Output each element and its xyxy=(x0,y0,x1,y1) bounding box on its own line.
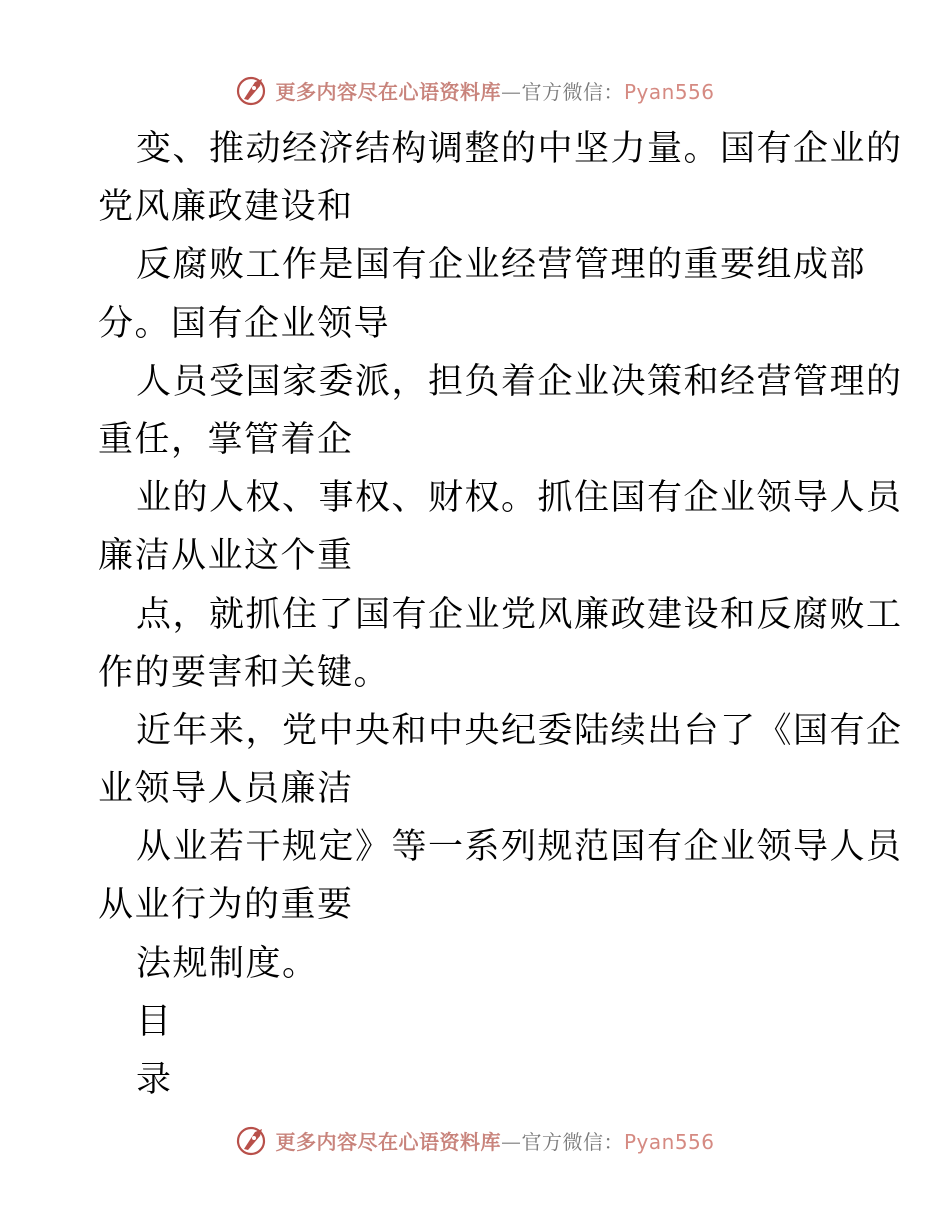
banner-wechat-label: 官方微信： xyxy=(521,1129,624,1154)
text-line: 重任，掌管着企 xyxy=(98,419,354,460)
banner-wechat-id: Pyan556 xyxy=(623,1129,715,1154)
footer-banner-text xyxy=(275,1126,714,1155)
text-line: 业领导人员廉洁 xyxy=(98,769,354,810)
banner-separator: — xyxy=(500,1129,522,1154)
page-footer xyxy=(0,1120,950,1160)
header-banner-text xyxy=(275,76,714,105)
text-line: 业的人权、事权、财权。抓住国有企业领导人员 xyxy=(136,478,903,519)
document-body xyxy=(98,120,903,1109)
footer-banner xyxy=(235,1123,714,1157)
text-line: 党风廉政建设和 xyxy=(98,187,354,228)
text-line: 变、推动经济结构调整的中坚力量。国有企业的 xyxy=(136,129,903,169)
text-line: 廉洁从业这个重 xyxy=(98,536,354,577)
text-line: 从业行为的重要 xyxy=(98,885,354,926)
banner-separator: — xyxy=(500,79,522,104)
pen-nib-logo-icon xyxy=(235,1123,269,1157)
banner-main-text: 更多内容尽在心语资料库 xyxy=(275,1129,501,1154)
banner-wechat-label: 官方微信： xyxy=(521,79,624,104)
text-line: 法规制度。 xyxy=(136,943,319,984)
toc-heading-char: 目 xyxy=(136,1001,173,1042)
text-line: 反腐败工作是国有企业经营管理的重要组成部 xyxy=(136,245,867,286)
text-line: 人员受国家委派，担负着企业决策和经营管理的 xyxy=(136,361,903,402)
text-line: 点，就抓住了国有企业党风廉政建设和反腐败工 xyxy=(136,594,903,635)
header-banner xyxy=(235,73,714,107)
banner-wechat-id: Pyan556 xyxy=(623,79,715,104)
banner-main-text: 更多内容尽在心语资料库 xyxy=(275,79,501,104)
pen-nib-logo-icon xyxy=(235,73,269,107)
text-line: 从业若干规定》等一系列规范国有企业领导人员 xyxy=(136,827,903,868)
text-line: 作的要害和关键。 xyxy=(98,652,391,693)
text-line: 分。国有企业领导 xyxy=(98,303,391,344)
toc-heading-char: 录 xyxy=(136,1060,173,1100)
text-line: 近年来，党中央和中央纪委陆续出台了《国有企 xyxy=(136,710,903,751)
page-header xyxy=(0,70,950,110)
